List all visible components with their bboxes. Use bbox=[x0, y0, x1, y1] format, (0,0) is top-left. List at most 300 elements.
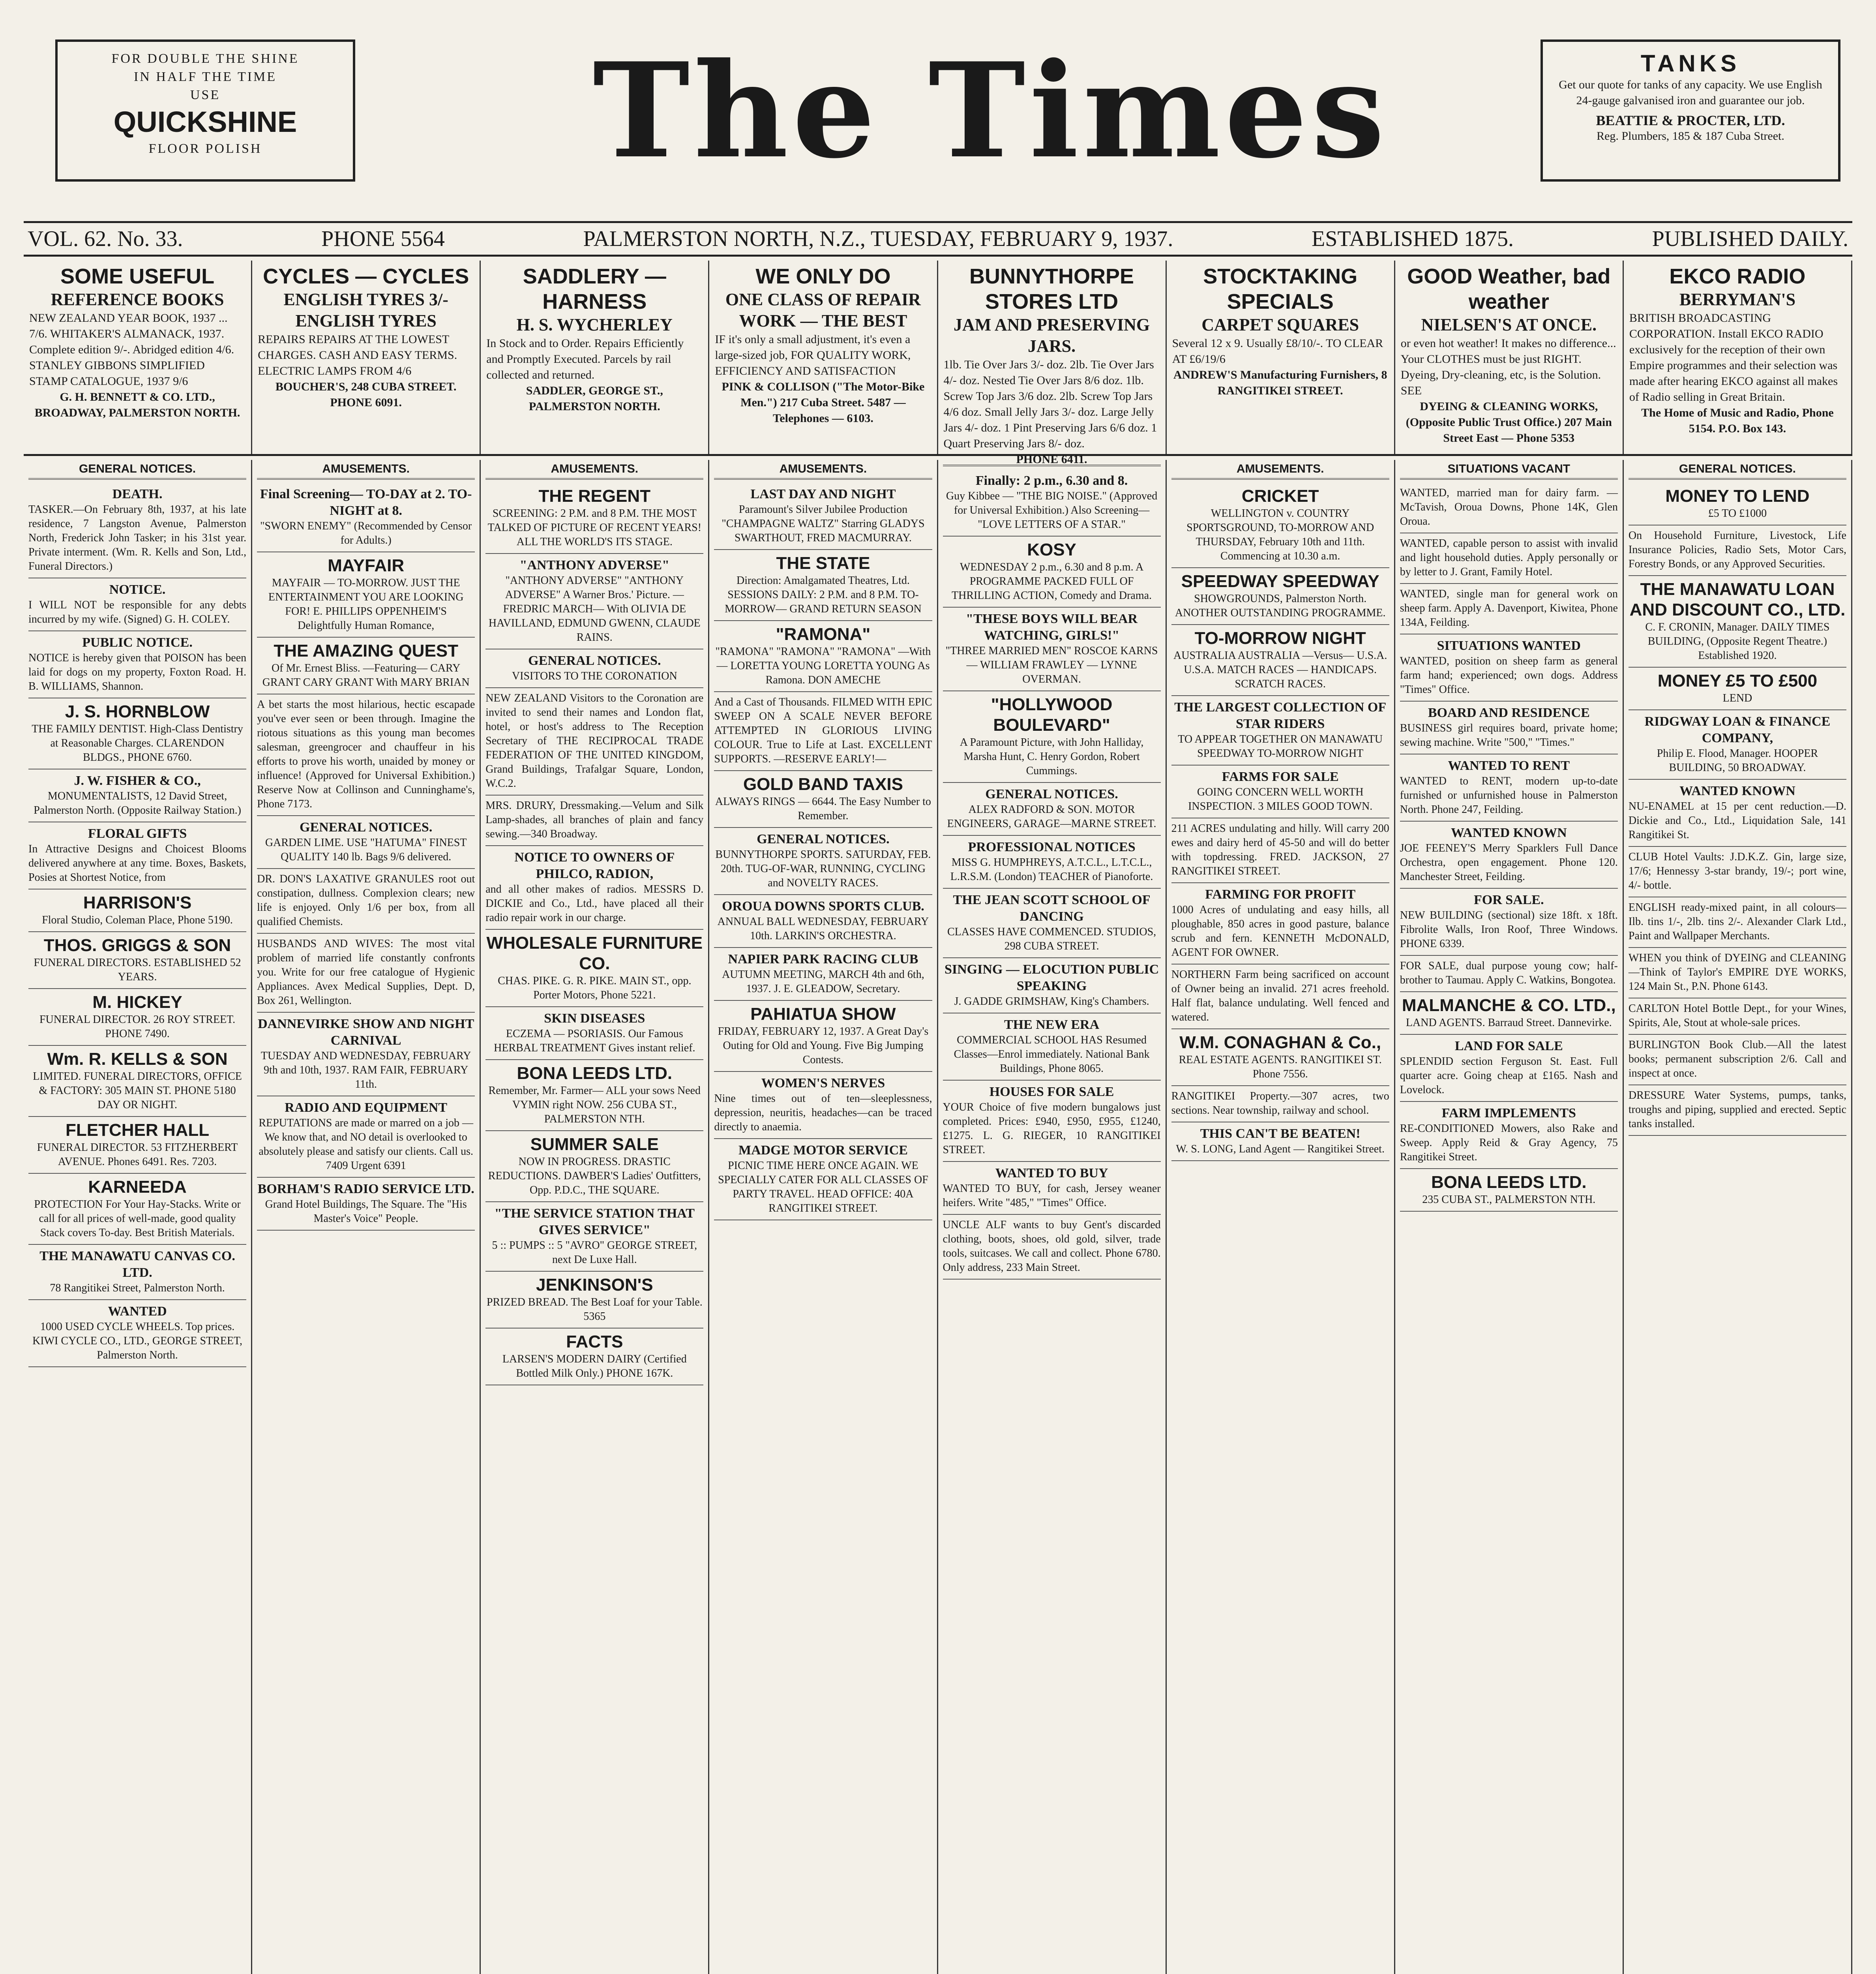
notice-text: MISS G. HUMPHREYS, A.T.C.L., L.T.C.L., L.R.S.M. (London) TEACHER of Pianoforte. bbox=[950, 856, 1153, 883]
notice-subhead: SINGING — ELOCUTION PUBLIC SPEAKING bbox=[944, 962, 1159, 993]
advert-footer: BOUCHER'S, 248 CUBA STREET. PHONE 6091. bbox=[275, 380, 457, 409]
notice-text: FRIDAY, FEBRUARY 12, 1937. A Great Day's Outing for Old and Young. Five Big Jumping Contests. bbox=[718, 1025, 929, 1066]
advert-footer: DYEING & CLEANING WORKS, (Opposite Public Trust Office.) 207 Main Street East — Phone 5353 bbox=[1406, 400, 1612, 445]
notice-subhead: GENERAL NOTICES. bbox=[300, 820, 433, 835]
notice-text: SHOWGROUNDS, Palmerston North. ANOTHER OUTSTANDING PROGRAMME. bbox=[1175, 593, 1386, 619]
notice-text: Of Mr. Ernest Bliss. —Featuring— CARY GRANT CARY GRANT With MARY BRIAN bbox=[262, 662, 470, 689]
notice-text: SPLENDID section Ferguson St. East. Full quarter acre. Going cheap at £165. Nash and Lovelock. bbox=[1400, 1055, 1618, 1096]
notice-headline: THE REGENT bbox=[538, 486, 651, 506]
notice-entry bbox=[1629, 483, 1846, 525]
notice-entry bbox=[714, 1072, 932, 1139]
advert-main: CARPET SQUARES bbox=[1201, 315, 1359, 334]
notice-entry bbox=[485, 688, 703, 796]
notice-entry bbox=[1629, 576, 1846, 668]
ear-line: FOR DOUBLE THE SHINE bbox=[111, 51, 299, 66]
notice-text: REAL ESTATE AGENTS. RANGITIKEI ST. Phone 7556. bbox=[1179, 1054, 1382, 1080]
notice-headline: PAHIATUA SHOW bbox=[750, 1004, 896, 1024]
notice-headline: SUMMER SALE bbox=[530, 1135, 659, 1154]
notice-text: Philip E. Flood, Manager. HOOPER BUILDING, 50 BROADWAY. bbox=[1657, 747, 1818, 774]
notice-text: LIMITED. FUNERAL DIRECTORS, OFFICE & FACTORY: 305 MAIN ST. PHONE 5180 DAY OR NIGHT. bbox=[33, 1070, 242, 1111]
news-column bbox=[1395, 460, 1624, 1974]
notice-subhead: SITUATIONS WANTED bbox=[1437, 638, 1581, 653]
notice-text: £5 TO £1000 bbox=[1708, 507, 1767, 520]
notice-entry bbox=[943, 691, 1161, 783]
notice-subhead: FARM IMPLEMENTS bbox=[1441, 1106, 1576, 1120]
left-ear-ad bbox=[55, 39, 355, 182]
notice-headline: FACTS bbox=[566, 1332, 623, 1351]
notice-entry bbox=[257, 1013, 475, 1096]
notice-entry bbox=[1400, 584, 1618, 634]
notice-subhead: Finally: 2 p.m., 6.30 and 8. bbox=[975, 473, 1128, 488]
ear-line: IN HALF THE TIME bbox=[133, 69, 277, 84]
notice-text: CARLTON Hotel Bottle Dept., for your Wines, Spirits, Ale, Stout at whole-sale prices. bbox=[1628, 1002, 1846, 1029]
notice-subhead: RADIO AND EQUIPMENT bbox=[285, 1100, 448, 1115]
notice-text: NEW BUILDING (sectional) size 18ft. x 18ft. Fibrolite Walls, Iron Roof, Three Windows. PHONE 6339. bbox=[1400, 909, 1618, 950]
notice-text: MONUMENTALISTS, 12 David Street, Palmerston North. (Opposite Railway Station.) bbox=[34, 790, 241, 816]
advert-heading: CYCLES — CYCLES bbox=[263, 265, 469, 288]
notice-entry bbox=[485, 649, 703, 688]
notice-headline: J. S. HORNBLOW bbox=[65, 702, 210, 721]
notice-text: J. GADDE GRIMSHAW, King's Chambers. bbox=[954, 995, 1149, 1008]
notice-text: TO APPEAR TOGETHER ON MANAWATU SPEEDWAY TO-MORROW NIGHT bbox=[1178, 733, 1383, 760]
notice-subhead: PROFESSIONAL NOTICES bbox=[968, 840, 1136, 854]
column-heading: AMUSEMENTS. bbox=[257, 460, 475, 480]
notice-text: FUNERAL DIRECTORS. ESTABLISHED 52 YEARS. bbox=[34, 957, 241, 983]
notice-subhead: WANTED KNOWN bbox=[1679, 784, 1795, 798]
advert-main: REFERENCE BOOKS bbox=[51, 290, 224, 309]
news-column bbox=[252, 460, 481, 1974]
notice-subhead: FLORAL GIFTS bbox=[88, 826, 187, 841]
notice-entry bbox=[1171, 568, 1389, 625]
notice-text: And a Cast of Thousands. FILMED WITH EPIC SWEEP ON A SCALE NEVER BEFORE ATTEMPTED IN GLORIOUS LIVING COLOUR. True to Life at Last. EXCELLENT SUPPORTS. —RESERVE EARLY!— bbox=[714, 696, 932, 765]
notice-entry bbox=[943, 469, 1161, 537]
notice-entry bbox=[257, 1096, 475, 1178]
notice-text: 1000 Acres of undulating and easy hills, all ploughable, 850 acres in good pasture, balance scrub and fern. KENNETH McDONALD, AGENT FOR OWNER. bbox=[1171, 904, 1389, 959]
notice-text: PROTECTION For Your Hay-Stacks. Write or call for all prices of well-made, good quality Stack covers To-day. Best British Materials. bbox=[34, 1198, 241, 1239]
notice-text: WANTED, position on sheep farm as general farm hand; experienced; own dogs. Address "Times" Office. bbox=[1400, 655, 1618, 696]
notice-text: REPUTATIONS are made or marred on a job — We know that, and NO detail is overlooked to absolutely please and satisfy our clients. Call us. 7409 Urgent 6391 bbox=[259, 1117, 473, 1172]
dateline: PALMERSTON NORTH, N.Z., TUESDAY, FEBRUARY 9, 1937. bbox=[583, 227, 1173, 251]
advert-main: NIELSEN'S AT ONCE. bbox=[1421, 315, 1597, 334]
notice-subhead: "ANTHONY ADVERSE" bbox=[519, 558, 669, 572]
notice-text: JOE FEENEY'S Merry Sparklers Full Dance Orchestra, open engagement. Phone 120. Manchester Street, Feilding. bbox=[1400, 842, 1618, 883]
notice-entry bbox=[1629, 780, 1846, 847]
notice-text: MAYFAIR — TO-MORROW. JUST THE ENTERTAINMENT YOU ARE LOOKING FOR! E. PHILLIPS OPPENHEIM'S Delightfully Human Romance, bbox=[268, 577, 464, 632]
notice-text: RE-CONDITIONED Mowers, also Rake and Sweep. Apply Reid & Gray Agency, 75 Rangitikei Street. bbox=[1400, 1122, 1618, 1163]
notice-entry bbox=[28, 889, 246, 932]
notice-entry bbox=[485, 796, 703, 846]
notice-entry bbox=[1171, 1086, 1389, 1122]
notice-subhead: J. W. FISHER & CO., bbox=[74, 773, 201, 788]
notice-text: NOW IN PROGRESS. DRASTIC REDUCTIONS. DAWBER'S Ladies' Outfitters, Opp. P.D.C., THE SQUARE. bbox=[488, 1156, 701, 1196]
notice-headline: MONEY £5 TO £500 bbox=[1657, 671, 1818, 691]
advert-main: ENGLISH TYRES 3/- ENGLISH TYRES bbox=[283, 290, 448, 330]
notice-text: FOR SALE, dual purpose young cow; half-brother to Taumau. Apply C. Watkins, Bongotea. bbox=[1400, 960, 1618, 986]
notice-entry bbox=[1400, 1169, 1618, 1212]
notice-subhead: OROUA DOWNS SPORTS CLUB. bbox=[722, 899, 924, 914]
notice-text: "RAMONA" "RAMONA" "RAMONA" —With— LORETTA YOUNG LORETTA YOUNG As Ramona. DON AMECHE bbox=[715, 645, 931, 686]
notice-entry bbox=[257, 934, 475, 1013]
column-heading: GENERAL NOTICES. bbox=[1629, 460, 1846, 480]
notice-text: CLASSES HAVE COMMENCED. STUDIOS, 298 CUBA STREET. bbox=[947, 926, 1156, 952]
notice-entry bbox=[485, 930, 703, 1007]
notice-headline: THE STATE bbox=[776, 554, 870, 573]
notice-entry bbox=[485, 1272, 703, 1329]
top-advert-strip bbox=[24, 261, 1852, 466]
notice-text: LEND bbox=[1722, 692, 1752, 704]
advert-text: IF it's only a small adjustment, it's even a large-sized job, FOR QUALITY WORK, EFFICIENCY AND SATISFACTION bbox=[715, 333, 911, 377]
notice-entry bbox=[1629, 1085, 1846, 1136]
notice-text: WELLINGTON v. COUNTRY SPORTSGROUND, TO-MORROW AND THURSDAY, February 10th and 11th. Commencing at 10.30 a.m. bbox=[1186, 507, 1374, 562]
notice-entry bbox=[1629, 897, 1846, 948]
notice-text: COMMERCIAL SCHOOL HAS Resumed Classes—Enrol immediately. National Bank Buildings, Phone 8065. bbox=[954, 1034, 1150, 1075]
notice-text: ECZEMA — PSORIASIS. Our Famous HERBAL TREATMENT Gives instant relief. bbox=[494, 1028, 695, 1054]
top-advert bbox=[1167, 261, 1395, 454]
news-column bbox=[1167, 460, 1395, 1974]
notice-text: 5 :: PUMPS :: 5 "AVRO" GEORGE STREET, next De Luxe Hall. bbox=[492, 1239, 697, 1266]
notice-subhead: THE LARGEST COLLECTION OF STAR RIDERS bbox=[1174, 700, 1387, 731]
notice-text: 1000 USED CYCLE WHEELS. Top prices. KIWI CYCLE CO., LTD., GEORGE STREET, Palmerston North. bbox=[32, 1321, 243, 1361]
notice-text: In Attractive Designs and Choicest Blooms delivered anywhere at any time. Boxes, Baskets, Posies at Shortest Notice, from bbox=[28, 843, 247, 884]
notice-subhead: DEATH. bbox=[112, 487, 163, 501]
notice-subhead: NOTICE TO OWNERS OF PHILCO, RADION, bbox=[514, 850, 675, 881]
notice-subhead: GENERAL NOTICES. bbox=[985, 787, 1118, 801]
notice-subhead: NOTICE. bbox=[109, 582, 166, 597]
notice-text: NOTICE is hereby given that POISON has been laid for dogs on my property, Foxton Road. H. B. WILLIAMS, Shannon. bbox=[28, 652, 247, 692]
notice-entry bbox=[943, 537, 1161, 608]
news-column bbox=[938, 460, 1167, 1974]
notice-headline: SPEEDWAY SPEEDWAY bbox=[1181, 572, 1379, 591]
notice-text: SCREENING: 2 P.M. and 8 P.M. THE MOST TALKED OF PICTURE OF RECENT YEARS! ALL THE WORLD'S ITS STAGE. bbox=[487, 507, 702, 548]
news-column bbox=[24, 460, 252, 1974]
notice-headline: BONA LEEDS LTD. bbox=[1431, 1173, 1587, 1192]
advert-heading: SOME USEFUL bbox=[60, 265, 215, 288]
notice-headline: THE MANAWATU LOAN AND DISCOUNT CO., LTD. bbox=[1629, 580, 1846, 619]
column-heading bbox=[943, 460, 1161, 466]
top-advert bbox=[938, 261, 1167, 466]
notice-text: FUNERAL DIRECTOR. 26 ROY STREET. PHONE 7490. bbox=[39, 1013, 236, 1040]
volume-number: VOL. 62. No. 33. bbox=[28, 227, 183, 251]
notice-text: VISITORS TO THE CORONATION bbox=[512, 670, 677, 682]
notice-entry bbox=[943, 783, 1161, 836]
notice-text: WANTED, married man for dairy farm. — McTavish, Oroua Downs, Phone 14K, Glen Oroua. bbox=[1400, 487, 1618, 527]
notice-text: BURLINGTON Book Club.—All the latest books; permanent subscription 2/6. Call and inspect at once. bbox=[1628, 1039, 1846, 1079]
notice-headline: GOLD BAND TAXIS bbox=[743, 775, 903, 794]
advert-heading: EKCO RADIO bbox=[1669, 265, 1806, 288]
notice-entry bbox=[1629, 525, 1846, 576]
notice-entry bbox=[28, 1174, 246, 1245]
notice-headline: MONEY TO LEND bbox=[1665, 486, 1810, 506]
newspaper-title: The Times bbox=[592, 34, 1389, 187]
notice-entry bbox=[943, 958, 1161, 1013]
notice-text: WANTED to RENT, modern up-to-date furnished or unfurnished house in Palmerston North. Phone 247, Feilding. bbox=[1400, 775, 1618, 816]
ear-line: FLOOR POLISH bbox=[148, 141, 262, 156]
notice-entry bbox=[28, 483, 246, 578]
notice-entry bbox=[257, 694, 475, 816]
notice-text: Paramount's Silver Jubilee Production "CHAMPAGNE WALTZ" Starring GLADYS SWARTHOUT, FRED MACMURRAY. bbox=[722, 503, 925, 544]
advert-footer: PHONE 6411. bbox=[1016, 453, 1087, 466]
notice-subhead: WANTED bbox=[108, 1304, 167, 1319]
notice-headline: KOSY bbox=[1027, 540, 1076, 559]
notice-entry bbox=[1629, 948, 1846, 998]
notice-headline: MALMANCHE & CO. LTD., bbox=[1402, 996, 1616, 1015]
notice-text: YOUR Choice of five modern bungalows just completed. Prices: £940, £950, £955, £1240, £1275. L. G. RIEGER, 10 RANGITIKEI STREET. bbox=[943, 1101, 1161, 1156]
notice-entry bbox=[485, 483, 703, 554]
notice-text: WEDNESDAY 2 p.m., 6.30 and 8 p.m. A PROGRAMME PACKED FULL OF THRILLING ACTION, Comedy and Drama. bbox=[952, 561, 1152, 602]
notice-headline: BONA LEEDS LTD. bbox=[517, 1064, 673, 1083]
notice-subhead: "THESE BOYS WILL BEAR WATCHING, GIRLS!" bbox=[966, 612, 1138, 643]
notice-text: HUSBANDS AND WIVES: The most vital problem of married life constantly confronts you. Write for our free catalogue of Hygienic Appliances. Avex Medical Supplies, Dept. D, Box 261, Wellington. bbox=[257, 938, 475, 1007]
notice-entry bbox=[943, 608, 1161, 691]
notice-subhead: LAND FOR SALE bbox=[1454, 1039, 1563, 1053]
ear-heading: TANKS bbox=[1640, 50, 1741, 77]
notice-entry bbox=[28, 932, 246, 989]
notice-entry bbox=[28, 698, 246, 769]
notice-subhead: THE JEAN SCOTT SCHOOL OF DANCING bbox=[953, 893, 1151, 924]
established: ESTABLISHED 1875. bbox=[1312, 227, 1514, 251]
notice-entry bbox=[1171, 1029, 1389, 1086]
notice-subhead: "THE SERVICE STATION THAT GIVES SERVICE" bbox=[494, 1206, 695, 1237]
notice-text: 211 ACRES undulating and hilly. Will carry 200 ewes and dairy herd of 45-50 and will do better with topdressing. FRED. JACKSON, 27 RANGITIKEI STREET. bbox=[1171, 822, 1389, 877]
notice-entry bbox=[714, 1139, 932, 1220]
ear-brand: QUICKSHINE bbox=[113, 105, 297, 138]
notice-subhead: MADGE MOTOR SERVICE bbox=[738, 1143, 908, 1158]
notice-text: A Paramount Picture, with John Halliday, Marsha Hunt, C. Henry Gordon, Robert Cummings. bbox=[960, 736, 1144, 777]
notice-headline: FLETCHER HALL bbox=[65, 1120, 210, 1140]
ear-firm: BEATTIE & PROCTER, LTD. bbox=[1596, 113, 1785, 128]
notice-text: RANGITIKEI Property.—307 acres, two sections. Near township, railway and school. bbox=[1171, 1090, 1389, 1116]
notice-entry bbox=[1400, 822, 1618, 889]
notice-text: Remember, Mr. Farmer— ALL your sows Need VYMIN right NOW. 256 CUBA ST., PALMERSTON NTH. bbox=[488, 1085, 701, 1125]
notice-text: Nine times out of ten—sleeplessness, depression, neuritis, headaches—can be traced directly to anaemia. bbox=[714, 1092, 932, 1133]
advert-footer: ANDREW'S Manufacturing Furnishers, 8 RANGITIKEI STREET. bbox=[1173, 368, 1387, 397]
notice-entry bbox=[1171, 883, 1389, 964]
notice-entry bbox=[257, 1178, 475, 1231]
column-area bbox=[24, 460, 1852, 1974]
notice-entry bbox=[714, 1001, 932, 1072]
notice-headline: TO-MORROW NIGHT bbox=[1194, 629, 1366, 648]
notice-text: BUSINESS girl requires board, private home; sewing machine. Write "500," "Times." bbox=[1400, 722, 1618, 749]
advert-footer: SADDLER, GEORGE ST., PALMERSTON NORTH. bbox=[526, 384, 663, 413]
notice-subhead: FOR SALE. bbox=[1474, 893, 1544, 907]
notice-text: AUTUMN MEETING, MARCH 4th and 6th, 1937. J. E. GLEADOW, Secretary. bbox=[722, 968, 924, 995]
notice-entry bbox=[485, 1329, 703, 1385]
notice-text: TUESDAY AND WEDNESDAY, FEBRUARY 9th and 10th, 1937. RAM FAIR, FEBRUARY 11th. bbox=[261, 1050, 471, 1090]
advert-text: Several 12 x 9. Usually £8/10/-. TO CLEAR AT £6/19/6 bbox=[1172, 337, 1383, 366]
notice-entry bbox=[257, 552, 475, 638]
notice-text: THE FAMILY DENTIST. High-Class Dentistry at Reasonable Charges. CLARENDON BLDGS., PHONE 6760. bbox=[32, 723, 243, 764]
column-heading: SITUATIONS VACANT bbox=[1400, 460, 1618, 480]
notice-headline: Wm. R. KELLS & SON bbox=[47, 1049, 228, 1069]
notice-subhead: LAST DAY AND NIGHT bbox=[750, 487, 896, 501]
top-advert bbox=[252, 261, 481, 454]
notice-entry bbox=[714, 621, 932, 692]
advert-heading: BUNNYTHORPE STORES LTD bbox=[969, 265, 1134, 313]
notice-entry bbox=[485, 554, 703, 649]
notice-subhead: HOUSES FOR SALE bbox=[989, 1085, 1114, 1099]
notice-entry bbox=[943, 836, 1161, 889]
ear-address: Reg. Plumbers, 185 & 187 Cuba Street. bbox=[1597, 129, 1784, 143]
advert-heading: SADDLERY — HARNESS bbox=[523, 265, 666, 313]
ear-line: USE bbox=[190, 88, 221, 102]
notice-subhead: RIDGWAY LOAN & FINANCE COMPANY, bbox=[1644, 714, 1831, 745]
news-column bbox=[481, 460, 709, 1974]
notice-text: "THREE MARRIED MEN" ROSCOE KARNS — WILLIAM FRAWLEY — LYNNE OVERMAN. bbox=[945, 645, 1158, 685]
notice-entry bbox=[1629, 1035, 1846, 1085]
notice-entry bbox=[28, 822, 246, 889]
notice-subhead: GENERAL NOTICES. bbox=[757, 832, 890, 846]
notice-text: MRS. DRURY, Dressmaking.—Velum and Silk Lamp-shades, all branches of plain and fancy sewing.—340 Broadway. bbox=[485, 799, 704, 840]
notice-entry bbox=[257, 869, 475, 934]
notice-subhead: NAPIER PARK RACING CLUB bbox=[728, 952, 918, 966]
column-heading: AMUSEMENTS. bbox=[714, 460, 932, 480]
notice-entry bbox=[28, 1245, 246, 1300]
advert-footer: PINK & COLLISON ("The Motor-Bike Men.") 217 Cuba Street. 5487 — Telephones — 6103. bbox=[722, 380, 925, 425]
notice-entry bbox=[1629, 998, 1846, 1035]
advert-main: BERRYMAN'S bbox=[1679, 290, 1796, 309]
notice-subhead: GENERAL NOTICES. bbox=[528, 653, 661, 668]
notice-text: PICNIC TIME HERE ONCE AGAIN. WE SPECIALLY CATER FOR ALL CLASSES OF PARTY TRAVEL. HEAD OFFICE: 40A RANGITIKEI STREET. bbox=[718, 1160, 928, 1214]
notice-entry bbox=[714, 948, 932, 1001]
notice-entry bbox=[714, 692, 932, 771]
notice-entry bbox=[1629, 710, 1846, 780]
advert-footer: The Home of Music and Radio, Phone 5154. P.O. Box 143. bbox=[1641, 406, 1834, 435]
notice-text: WANTED, capable person to assist with invalid and light household duties. Apply personally or by letter to J. Grant, Family Hotel. bbox=[1400, 537, 1618, 578]
notice-headline: HARRISON'S bbox=[83, 893, 192, 912]
notice-text: ANNUAL BALL WEDNESDAY, FEBRUARY 10th. LARKIN'S ORCHESTRA. bbox=[717, 916, 929, 942]
notice-text: ENGLISH ready-mixed paint, in all colours—Ilb. tins 1/-, 2lb. tins 2/-. Alexander Clark Ltd., Paint and Wallpaper Merchants. bbox=[1628, 901, 1846, 942]
notice-entry bbox=[28, 1300, 246, 1367]
notice-subhead: WANTED TO BUY bbox=[995, 1166, 1108, 1180]
notice-text: W. S. LONG, Land Agent — Rangitikei Street. bbox=[1176, 1143, 1385, 1155]
notice-headline: THOS. GRIGGS & SON bbox=[43, 936, 231, 955]
notice-text: "ANTHONY ADVERSE" "ANTHONY ADVERSE" A Warner Bros.' Picture. —FREDRIC MARCH— With OLIVIA DE HAVILLAND, EDMUND GWENN, CLAUDE RAINS. bbox=[488, 574, 701, 644]
notice-entry bbox=[485, 1202, 703, 1272]
notice-subhead: FARMING FOR PROFIT bbox=[1205, 887, 1356, 902]
notice-text: Floral Studio, Coleman Place, Phone 5190. bbox=[42, 914, 233, 926]
notice-entry bbox=[1400, 1102, 1618, 1169]
notice-headline: MAYFAIR bbox=[328, 556, 405, 575]
notice-subhead: WANTED TO RENT bbox=[1448, 758, 1570, 773]
dateline-bar bbox=[24, 221, 1852, 257]
notice-text: NU-ENAMEL at 15 per cent reduction.—D. Dickie and Co., Ltd., Liquidation Sale, 141 Rangitikei St. bbox=[1628, 800, 1846, 841]
notice-headline: M. HICKEY bbox=[92, 993, 182, 1012]
notice-text: A bet starts the most hilarious, hectic escapade you've ever seen or been through. Imagine the riotous situations as this young man becomes salesman, greengrocer and chauffeur in his efforts to prove his worth, unaided by money or influence! (Approved for Universal Exhibition.) Reserve Now at Collinson and Cunninghame's, Phone 7173. bbox=[257, 698, 475, 810]
notice-text: CLUB Hotel Vaults: J.D.K.Z. Gin, large size, 17/6; Hennessy 3-star brandy, 19/-; port wine, 4/- bottle. bbox=[1628, 851, 1846, 891]
notice-text: WANTED, single man for general work on sheep farm. Apply A. Davenport, Kiwitea, Phone 134A, Feilding. bbox=[1400, 588, 1618, 629]
notice-entry bbox=[485, 1007, 703, 1060]
news-column bbox=[1624, 460, 1852, 1974]
notice-text: ALEX RADFORD & SON. MOTOR ENGINEERS, GARAGE—MARNE STREET. bbox=[947, 803, 1156, 830]
notice-entry bbox=[1171, 818, 1389, 883]
top-advert bbox=[24, 261, 252, 454]
notice-headline: WHOLESALE FURNITURE CO. bbox=[486, 933, 703, 973]
notice-entry bbox=[943, 1081, 1161, 1162]
top-advert bbox=[709, 261, 938, 454]
notice-entry bbox=[1171, 483, 1389, 568]
notice-entry bbox=[1400, 702, 1618, 754]
notice-headline: "HOLLYWOOD BOULEVARD" bbox=[991, 695, 1113, 735]
notice-subhead: THE MANAWATU CANVAS CO. LTD. bbox=[39, 1249, 235, 1280]
notice-text: FUNERAL DIRECTOR. 53 FITZHERBERT AVENUE. Phones 6491. Res. 7203. bbox=[37, 1141, 238, 1168]
notice-text: CHAS. PIKE. G. R. PIKE. MAIN ST., opp. Porter Motors, Phone 5221. bbox=[498, 975, 692, 1001]
notice-text: 78 Rangitikei Street, Palmerston North. bbox=[50, 1282, 225, 1294]
notice-entry bbox=[485, 1060, 703, 1131]
newspaper-page bbox=[24, 16, 1852, 1974]
advert-text: 1lb. Tie Over Jars 3/- doz. 2lb. Tie Over Jars 4/- doz. Nested Tie Over Jars 8/6 doz. 1lb. Screw Top Jars 3/6 doz. 2lb. Screw Top Jars 4/6 doz. Small Jelly Jars 3/- doz. Large Jelly Jars 4/- doz. 1 Pint Preserving Jars 6/6 doz. 1 Quart Preserving Jars 8/- doz. bbox=[943, 358, 1157, 450]
advert-text: In Stock and to Order. Repairs Efficiently and Promptly Executed. Parcels by rail collected and returned. bbox=[486, 337, 684, 381]
notice-subhead: FARMS FOR SALE bbox=[1222, 769, 1339, 784]
notice-entry bbox=[257, 638, 475, 694]
notice-text: BUNNYTHORPE SPORTS. SATURDAY, FEB. 20th. TUG-OF-WAR, RUNNING, CYCLING and NOVELTY RACES. bbox=[715, 848, 931, 889]
notice-entry bbox=[257, 816, 475, 869]
notice-headline: JENKINSON'S bbox=[536, 1275, 653, 1295]
advert-heading: STOCKTAKING SPECIALS bbox=[1203, 265, 1358, 313]
column-heading: AMUSEMENTS. bbox=[485, 460, 703, 480]
notice-entry bbox=[714, 483, 932, 550]
column-heading: AMUSEMENTS. bbox=[1171, 460, 1389, 480]
notice-entry bbox=[28, 631, 246, 698]
notice-subhead: BOARD AND RESIDENCE bbox=[1428, 706, 1590, 720]
notice-text: "SWORN ENEMY" (Recommended by Censor for Adults.) bbox=[260, 520, 472, 546]
notice-entry bbox=[485, 846, 703, 930]
notice-entry bbox=[1400, 992, 1618, 1035]
phone-number: PHONE 5564 bbox=[321, 227, 445, 251]
notice-text: WANTED TO BUY, for cash, Jersey weaner heifers. Write "485," "Times" Office. bbox=[943, 1182, 1161, 1209]
notice-entry bbox=[943, 1013, 1161, 1081]
notice-subhead: WANTED KNOWN bbox=[1451, 826, 1567, 840]
notice-entry bbox=[1400, 889, 1618, 956]
notice-text: Guy Kibbee — "THE BIG NOISE." (Approved for Universal Exhibition.) Also Screening— "LOVE LETTERS OF A STAR." bbox=[946, 490, 1158, 531]
notice-entry bbox=[257, 483, 475, 552]
notice-text: NORTHERN Farm being sacrificed on account of Owner being an invalid. 271 acres freehold. Half flat, balance undulating. Well fenced and watered. bbox=[1171, 968, 1389, 1023]
notice-entry bbox=[1171, 696, 1389, 766]
notice-entry bbox=[1171, 1122, 1389, 1161]
notice-entry bbox=[28, 769, 246, 822]
notice-text: WHEN you think of DYEING and CLEANING—Think of Taylor's EMPIRE DYE WORKS, 124 Main St., P.N. Phone 6143. bbox=[1628, 952, 1846, 993]
notice-entry bbox=[1171, 766, 1389, 818]
notice-text: On Household Furniture, Livestock, Life Insurance Policies, Radio Sets, Motor Cars, Forestry Bonds, or any Approved Securities. bbox=[1628, 529, 1846, 570]
notice-entry bbox=[1171, 964, 1389, 1029]
notice-entry bbox=[1171, 625, 1389, 696]
notice-headline: W.M. CONAGHAN & Co., bbox=[1179, 1033, 1381, 1052]
notice-entry bbox=[943, 1162, 1161, 1215]
notice-entry bbox=[28, 1117, 246, 1174]
notice-text: GOING CONCERN WELL WORTH INSPECTION. 3 MILES GOOD TOWN. bbox=[1188, 786, 1373, 812]
advert-heading: WE ONLY DO bbox=[755, 265, 891, 288]
notice-entry bbox=[1400, 634, 1618, 702]
top-advert bbox=[1395, 261, 1624, 454]
notice-text: DRESSURE Water Systems, pumps, tanks, troughs and piping, supplied and erected. Septic tanks installed. bbox=[1628, 1089, 1846, 1130]
notice-entry bbox=[1629, 847, 1846, 897]
news-column bbox=[709, 460, 938, 1974]
notice-subhead: WOMEN'S NERVES bbox=[761, 1076, 885, 1090]
advert-text: NEW ZEALAND YEAR BOOK, 1937 ... 7/6. WHITAKER'S ALMANACK, 1937. Complete edition 9/-. Abridged edition 4/6. STANLEY GIBBONS SIMPLIFIED STAMP CATALOGUE, 1937 9/6 bbox=[29, 311, 234, 388]
notice-subhead: PUBLIC NOTICE. bbox=[82, 635, 193, 650]
advert-main: JAM AND PRESERVING JARS. bbox=[953, 315, 1150, 356]
notice-headline: CRICKET bbox=[1241, 486, 1319, 506]
notice-entry bbox=[1400, 533, 1618, 584]
notice-text: UNCLE ALF wants to buy Gent's discarded clothing, boots, shoes, old gold, silver, trade tools, suitcases. We call and collect. Phone 6780. Only address, 233 Main Street. bbox=[943, 1219, 1161, 1274]
notice-text: C. F. CRONIN, Manager. DAILY TIMES BUILDING, (Opposite Regent Theatre.) Established 1920. bbox=[1645, 621, 1830, 662]
notice-text: AUSTRALIA AUSTRALIA —Versus— U.S.A. U.S.A. MATCH RACES — HANDICAPS. SCRATCH RACES. bbox=[1173, 649, 1387, 690]
notice-text: LARSEN'S MODERN DAIRY (Certified Bottled Milk Only.) PHONE 167K. bbox=[502, 1353, 687, 1379]
advert-main: ONE CLASS OF REPAIR WORK — THE BEST bbox=[725, 290, 921, 330]
notice-text: GARDEN LIME. USE "HATUMA" FINEST QUALITY 140 lb. Bags 9/6 delivered. bbox=[265, 837, 467, 863]
notice-entry bbox=[28, 1046, 246, 1117]
advert-main: H. S. WYCHERLEY bbox=[516, 315, 673, 334]
masthead bbox=[24, 16, 1852, 213]
